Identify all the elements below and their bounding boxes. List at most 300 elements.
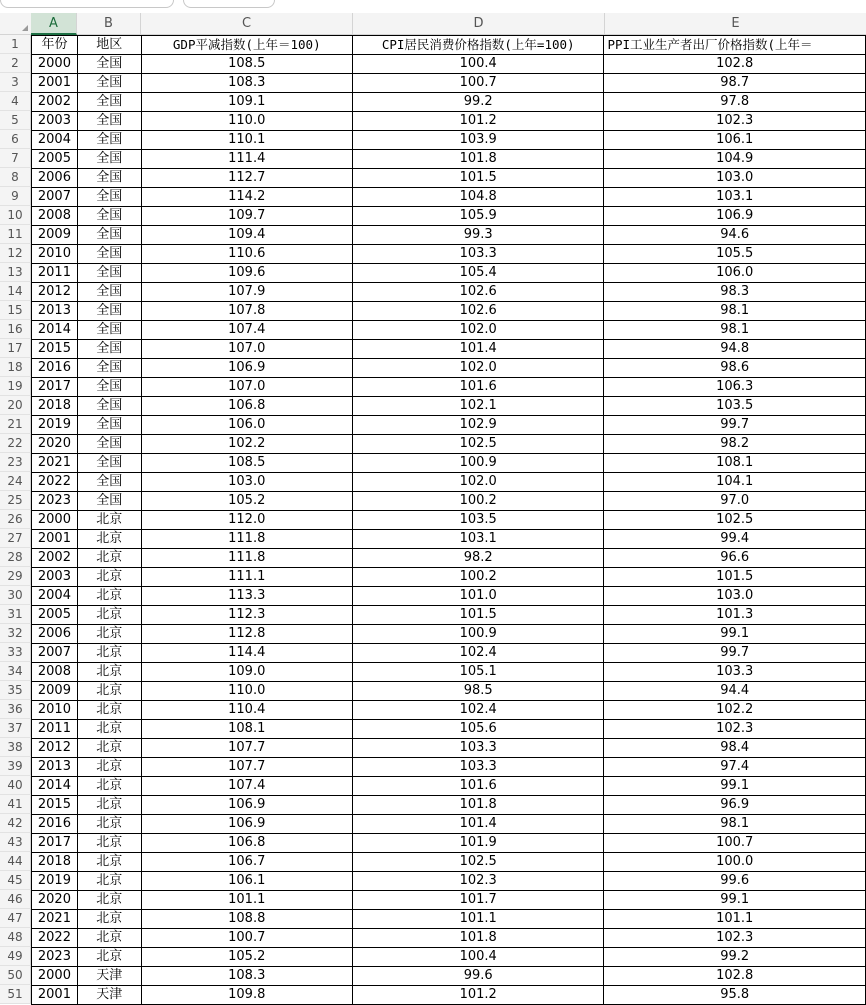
- cell-cpi[interactable]: 102.9: [352, 416, 603, 435]
- cell-year[interactable]: 2015: [32, 796, 78, 815]
- cell-ppi[interactable]: 102.3: [604, 720, 866, 739]
- cell-ppi[interactable]: 100.0: [604, 853, 866, 872]
- cell-ppi[interactable]: 98.2: [604, 435, 866, 454]
- cell-ppi[interactable]: 103.0: [604, 169, 866, 188]
- cell-ppi[interactable]: 98.6: [604, 359, 866, 378]
- cell-gdp[interactable]: 112.0: [141, 511, 352, 530]
- cell-gdp[interactable]: 106.0: [141, 416, 352, 435]
- cell-region[interactable]: 北京: [77, 796, 141, 815]
- cell-region[interactable]: 北京: [77, 625, 141, 644]
- cell-year[interactable]: 2017: [32, 834, 78, 853]
- cell-gdp[interactable]: 111.4: [141, 150, 352, 169]
- cell-ppi[interactable]: 99.7: [604, 644, 866, 663]
- cell-cpi[interactable]: 103.3: [352, 758, 603, 777]
- row-header[interactable]: 49: [0, 947, 31, 966]
- cell-region[interactable]: 全国: [77, 454, 141, 473]
- cell-region[interactable]: 全国: [77, 397, 141, 416]
- row-header[interactable]: 34: [0, 662, 31, 681]
- cell-year[interactable]: 2014: [32, 321, 78, 340]
- cell-cpi[interactable]: 100.9: [352, 625, 603, 644]
- cell-gdp[interactable]: 112.8: [141, 625, 352, 644]
- row-header[interactable]: 26: [0, 510, 31, 529]
- column-header-e[interactable]: E: [605, 13, 866, 34]
- cell-year[interactable]: 2003: [32, 112, 78, 131]
- cell-ppi[interactable]: 101.3: [604, 606, 866, 625]
- row-header[interactable]: 1: [0, 35, 31, 54]
- cell-ppi[interactable]: 99.1: [604, 891, 866, 910]
- cell-region[interactable]: 全国: [77, 207, 141, 226]
- formula-bar-tab-secondary[interactable]: [183, 0, 275, 8]
- cell-region[interactable]: 全国: [77, 321, 141, 340]
- cell-gdp[interactable]: 106.9: [141, 815, 352, 834]
- row-header[interactable]: 50: [0, 966, 31, 985]
- cell-region[interactable]: 全国: [77, 188, 141, 207]
- cell-region[interactable]: 全国: [77, 131, 141, 150]
- cell-ppi[interactable]: 103.0: [604, 587, 866, 606]
- cell-year[interactable]: 2021: [32, 910, 78, 929]
- row-header[interactable]: 28: [0, 548, 31, 567]
- cell-gdp[interactable]: 109.7: [141, 207, 352, 226]
- row-header[interactable]: 33: [0, 643, 31, 662]
- cell-ppi[interactable]: 98.4: [604, 739, 866, 758]
- cell-region[interactable]: 北京: [77, 758, 141, 777]
- cell-year[interactable]: 2000: [32, 511, 78, 530]
- column-header-a[interactable]: A: [31, 13, 77, 35]
- cell-cpi[interactable]: 104.8: [352, 188, 603, 207]
- cell-region[interactable]: 全国: [77, 245, 141, 264]
- cell-gdp[interactable]: 107.4: [141, 777, 352, 796]
- cell-region[interactable]: 北京: [77, 644, 141, 663]
- cell-gdp[interactable]: 102.2: [141, 435, 352, 454]
- cell-year[interactable]: 2001: [32, 986, 78, 1005]
- cell-year[interactable]: 2001: [32, 74, 78, 93]
- cell-year[interactable]: 2019: [32, 872, 78, 891]
- cell-year[interactable]: 2004: [32, 587, 78, 606]
- cell-cpi[interactable]: 105.6: [352, 720, 603, 739]
- cell-ppi[interactable]: 108.1: [604, 454, 866, 473]
- cell-ppi[interactable]: 102.5: [604, 511, 866, 530]
- cell-year[interactable]: 2005: [32, 606, 78, 625]
- cell-gdp[interactable]: 101.1: [141, 891, 352, 910]
- cell-ppi[interactable]: 99.7: [604, 416, 866, 435]
- cell-ppi[interactable]: 96.6: [604, 549, 866, 568]
- cell-cpi[interactable]: 103.3: [352, 739, 603, 758]
- cell-year[interactable]: 2018: [32, 397, 78, 416]
- formula-bar-tab[interactable]: [0, 0, 174, 8]
- cell-ppi[interactable]: 98.7: [604, 74, 866, 93]
- cell-gdp[interactable]: 100.7: [141, 929, 352, 948]
- cell-year[interactable]: 2019: [32, 416, 78, 435]
- cell-cpi[interactable]: 105.1: [352, 663, 603, 682]
- cell-cpi[interactable]: 102.4: [352, 644, 603, 663]
- cell-ppi[interactable]: 104.9: [604, 150, 866, 169]
- cell-ppi[interactable]: 106.0: [604, 264, 866, 283]
- cell-gdp[interactable]: 107.0: [141, 340, 352, 359]
- cell-cpi[interactable]: 102.3: [352, 872, 603, 891]
- cell-gdp[interactable]: 108.5: [141, 55, 352, 74]
- cell-region[interactable]: 北京: [77, 891, 141, 910]
- cell-region[interactable]: 全国: [77, 378, 141, 397]
- cell-ppi[interactable]: 98.3: [604, 283, 866, 302]
- row-header[interactable]: 36: [0, 700, 31, 719]
- cell-region[interactable]: 北京: [77, 568, 141, 587]
- cell-gdp[interactable]: 106.7: [141, 853, 352, 872]
- cell-gdp[interactable]: 108.1: [141, 720, 352, 739]
- cell-year[interactable]: 2009: [32, 226, 78, 245]
- cell-year[interactable]: 2021: [32, 454, 78, 473]
- cell-cpi[interactable]: 100.7: [352, 74, 603, 93]
- cell-ppi[interactable]: 102.3: [604, 929, 866, 948]
- cell-cpi[interactable]: 103.5: [352, 511, 603, 530]
- cell-year[interactable]: 2005: [32, 150, 78, 169]
- row-header[interactable]: 38: [0, 738, 31, 757]
- cell-ppi[interactable]: 94.8: [604, 340, 866, 359]
- row-header[interactable]: 31: [0, 605, 31, 624]
- cell-year[interactable]: 2022: [32, 929, 78, 948]
- cell-ppi[interactable]: 99.1: [604, 625, 866, 644]
- cell-region[interactable]: 北京: [77, 530, 141, 549]
- cell-region[interactable]: 北京: [77, 587, 141, 606]
- cell-cpi[interactable]: 103.1: [352, 530, 603, 549]
- cell-gdp[interactable]: 111.1: [141, 568, 352, 587]
- cell-region[interactable]: 全国: [77, 264, 141, 283]
- cell-region[interactable]: 全国: [77, 435, 141, 454]
- cell-cpi[interactable]: 100.4: [352, 55, 603, 74]
- cell-gdp[interactable]: 107.7: [141, 758, 352, 777]
- cell-year[interactable]: 2010: [32, 245, 78, 264]
- cell-year[interactable]: 2018: [32, 853, 78, 872]
- cell-cpi[interactable]: 101.0: [352, 587, 603, 606]
- row-header[interactable]: 47: [0, 909, 31, 928]
- cell-region[interactable]: 北京: [77, 929, 141, 948]
- cell-cpi[interactable]: 103.9: [352, 131, 603, 150]
- cell-cpi[interactable]: 101.9: [352, 834, 603, 853]
- cell-region[interactable]: 全国: [77, 492, 141, 511]
- cell-cpi[interactable]: 98.5: [352, 682, 603, 701]
- cell-cpi[interactable]: 100.9: [352, 454, 603, 473]
- cell-year[interactable]: 2022: [32, 473, 78, 492]
- row-header[interactable]: 17: [0, 339, 31, 358]
- cell-region[interactable]: 全国: [77, 74, 141, 93]
- row-header[interactable]: 14: [0, 282, 31, 301]
- cell-gdp[interactable]: 106.9: [141, 359, 352, 378]
- column-header-d[interactable]: D: [353, 13, 605, 34]
- cell-cpi[interactable]: 103.3: [352, 245, 603, 264]
- cell-cpi[interactable]: 101.1: [352, 910, 603, 929]
- row-header[interactable]: 21: [0, 415, 31, 434]
- cell-cpi[interactable]: 99.2: [352, 93, 603, 112]
- row-header[interactable]: 10: [0, 206, 31, 225]
- row-header[interactable]: 11: [0, 225, 31, 244]
- cell-year[interactable]: 2008: [32, 663, 78, 682]
- cell-cpi[interactable]: 101.4: [352, 340, 603, 359]
- cell-ppi[interactable]: 96.9: [604, 796, 866, 815]
- cell-year[interactable]: 2001: [32, 530, 78, 549]
- cell-year[interactable]: 2020: [32, 435, 78, 454]
- column-header-b[interactable]: B: [77, 13, 141, 34]
- cell-region[interactable]: 北京: [77, 606, 141, 625]
- cell-year[interactable]: 2004: [32, 131, 78, 150]
- cell-region[interactable]: 北京: [77, 948, 141, 967]
- cell-cpi[interactable]: 102.5: [352, 435, 603, 454]
- cell-gdp[interactable]: 107.4: [141, 321, 352, 340]
- cell-region[interactable]: 北京: [77, 720, 141, 739]
- cell-region[interactable]: 全国: [77, 340, 141, 359]
- row-header[interactable]: 9: [0, 187, 31, 206]
- row-header[interactable]: 32: [0, 624, 31, 643]
- cell-ppi[interactable]: 102.2: [604, 701, 866, 720]
- cell-gdp[interactable]: 106.9: [141, 796, 352, 815]
- cell-year[interactable]: 2003: [32, 568, 78, 587]
- cell-ppi[interactable]: 97.4: [604, 758, 866, 777]
- cell-year[interactable]: 2013: [32, 302, 78, 321]
- cell-year[interactable]: 2006: [32, 169, 78, 188]
- cell-year[interactable]: 2014: [32, 777, 78, 796]
- cell-cpi[interactable]: 102.5: [352, 853, 603, 872]
- cell-ppi[interactable]: 99.4: [604, 530, 866, 549]
- cell-year[interactable]: 2011: [32, 720, 78, 739]
- cell-cpi[interactable]: 100.4: [352, 948, 603, 967]
- row-header[interactable]: 37: [0, 719, 31, 738]
- cell-cpi[interactable]: 101.8: [352, 929, 603, 948]
- cell-cpi[interactable]: 98.2: [352, 549, 603, 568]
- cell-gdp[interactable]: 110.1: [141, 131, 352, 150]
- select-all-corner[interactable]: [0, 13, 32, 34]
- cell-year[interactable]: 2011: [32, 264, 78, 283]
- cell-gdp[interactable]: 112.3: [141, 606, 352, 625]
- cell-cpi[interactable]: 101.8: [352, 796, 603, 815]
- cell-region[interactable]: 北京: [77, 682, 141, 701]
- cell-year[interactable]: 2000: [32, 967, 78, 986]
- cell-header-region[interactable]: 地区: [77, 36, 141, 55]
- row-header[interactable]: 13: [0, 263, 31, 282]
- cell-year[interactable]: 2016: [32, 815, 78, 834]
- row-header[interactable]: 51: [0, 985, 31, 1004]
- cell-ppi[interactable]: 99.6: [604, 872, 866, 891]
- row-header[interactable]: 39: [0, 757, 31, 776]
- row-header[interactable]: 30: [0, 586, 31, 605]
- row-header[interactable]: 27: [0, 529, 31, 548]
- cell-ppi[interactable]: 102.3: [604, 112, 866, 131]
- cell-gdp[interactable]: 113.3: [141, 587, 352, 606]
- row-header[interactable]: 48: [0, 928, 31, 947]
- cell-year[interactable]: 2006: [32, 625, 78, 644]
- cell-region[interactable]: 北京: [77, 834, 141, 853]
- cell-cpi[interactable]: 100.2: [352, 568, 603, 587]
- cell-ppi[interactable]: 106.9: [604, 207, 866, 226]
- cell-gdp[interactable]: 103.0: [141, 473, 352, 492]
- cell-gdp[interactable]: 109.0: [141, 663, 352, 682]
- row-header[interactable]: 12: [0, 244, 31, 263]
- row-header[interactable]: 2: [0, 54, 31, 73]
- row-header[interactable]: 41: [0, 795, 31, 814]
- cell-gdp[interactable]: 107.0: [141, 378, 352, 397]
- cell-region[interactable]: 全国: [77, 93, 141, 112]
- cell-gdp[interactable]: 110.0: [141, 112, 352, 131]
- cell-gdp[interactable]: 114.2: [141, 188, 352, 207]
- cell-region[interactable]: 北京: [77, 815, 141, 834]
- cell-cpi[interactable]: 102.0: [352, 359, 603, 378]
- cell-cpi[interactable]: 102.4: [352, 701, 603, 720]
- cell-cpi[interactable]: 102.0: [352, 473, 603, 492]
- cell-region[interactable]: 全国: [77, 150, 141, 169]
- cell-cpi[interactable]: 101.7: [352, 891, 603, 910]
- cell-region[interactable]: 北京: [77, 910, 141, 929]
- cell-region[interactable]: 全国: [77, 112, 141, 131]
- row-header[interactable]: 35: [0, 681, 31, 700]
- row-header[interactable]: 7: [0, 149, 31, 168]
- row-header[interactable]: 6: [0, 130, 31, 149]
- cell-cpi[interactable]: 101.8: [352, 150, 603, 169]
- cell-ppi[interactable]: 98.1: [604, 302, 866, 321]
- cell-gdp[interactable]: 108.5: [141, 454, 352, 473]
- cell-gdp[interactable]: 109.4: [141, 226, 352, 245]
- cell-region[interactable]: 北京: [77, 853, 141, 872]
- cell-ppi[interactable]: 98.1: [604, 321, 866, 340]
- cell-region[interactable]: 北京: [77, 663, 141, 682]
- cell-ppi[interactable]: 101.1: [604, 910, 866, 929]
- cell-region[interactable]: 全国: [77, 416, 141, 435]
- cell-ppi[interactable]: 102.8: [604, 967, 866, 986]
- cell-cpi[interactable]: 99.6: [352, 967, 603, 986]
- cell-year[interactable]: 2023: [32, 948, 78, 967]
- cell-cpi[interactable]: 105.4: [352, 264, 603, 283]
- cell-header-gdp[interactable]: GDP平减指数(上年＝100): [141, 36, 352, 55]
- row-header[interactable]: 8: [0, 168, 31, 187]
- cell-ppi[interactable]: 104.1: [604, 473, 866, 492]
- cell-cpi[interactable]: 99.3: [352, 226, 603, 245]
- row-header[interactable]: 15: [0, 301, 31, 320]
- cell-gdp[interactable]: 109.8: [141, 986, 352, 1005]
- cell-gdp[interactable]: 110.4: [141, 701, 352, 720]
- cell-ppi[interactable]: 99.1: [604, 777, 866, 796]
- cell-ppi[interactable]: 102.8: [604, 55, 866, 74]
- cell-region[interactable]: 全国: [77, 169, 141, 188]
- row-header[interactable]: 44: [0, 852, 31, 871]
- cell-cpi[interactable]: 101.2: [352, 112, 603, 131]
- cell-ppi[interactable]: 97.0: [604, 492, 866, 511]
- cell-cpi[interactable]: 102.1: [352, 397, 603, 416]
- row-header[interactable]: 45: [0, 871, 31, 890]
- cell-year[interactable]: 2015: [32, 340, 78, 359]
- cell-cpi[interactable]: 101.2: [352, 986, 603, 1005]
- cell-region[interactable]: 全国: [77, 55, 141, 74]
- row-header[interactable]: 18: [0, 358, 31, 377]
- row-header[interactable]: 24: [0, 472, 31, 491]
- cell-region[interactable]: 北京: [77, 511, 141, 530]
- cell-ppi[interactable]: 98.1: [604, 815, 866, 834]
- cell-ppi[interactable]: 103.1: [604, 188, 866, 207]
- cell-region[interactable]: 北京: [77, 872, 141, 891]
- cell-cpi[interactable]: 101.6: [352, 777, 603, 796]
- cell-year[interactable]: 2016: [32, 359, 78, 378]
- cell-year[interactable]: 2007: [32, 188, 78, 207]
- cell-year[interactable]: 2009: [32, 682, 78, 701]
- cell-header-ppi[interactable]: PPI工业生产者出厂价格指数(上年＝: [604, 36, 866, 55]
- row-header[interactable]: 3: [0, 73, 31, 92]
- cell-year[interactable]: 2008: [32, 207, 78, 226]
- cell-year[interactable]: 2012: [32, 283, 78, 302]
- cell-cpi[interactable]: 101.6: [352, 378, 603, 397]
- row-header[interactable]: 5: [0, 111, 31, 130]
- row-header[interactable]: 42: [0, 814, 31, 833]
- row-header[interactable]: 22: [0, 434, 31, 453]
- cell-year[interactable]: 2002: [32, 93, 78, 112]
- cell-ppi[interactable]: 94.6: [604, 226, 866, 245]
- row-header[interactable]: 40: [0, 776, 31, 795]
- cell-year[interactable]: 2002: [32, 549, 78, 568]
- cell-gdp[interactable]: 105.2: [141, 948, 352, 967]
- cell-ppi[interactable]: 106.3: [604, 378, 866, 397]
- cell-ppi[interactable]: 103.5: [604, 397, 866, 416]
- cell-region[interactable]: 天津: [77, 967, 141, 986]
- cell-year[interactable]: 2007: [32, 644, 78, 663]
- cell-region[interactable]: 北京: [77, 701, 141, 720]
- cell-ppi[interactable]: 103.3: [604, 663, 866, 682]
- cell-cpi[interactable]: 101.5: [352, 169, 603, 188]
- row-header[interactable]: 19: [0, 377, 31, 396]
- cell-gdp[interactable]: 109.6: [141, 264, 352, 283]
- cell-header-year[interactable]: 年份: [32, 36, 78, 55]
- cell-gdp[interactable]: 108.8: [141, 910, 352, 929]
- cell-cpi[interactable]: 102.0: [352, 321, 603, 340]
- cell-region[interactable]: 北京: [77, 777, 141, 796]
- cell-year[interactable]: 2013: [32, 758, 78, 777]
- column-header-c[interactable]: C: [141, 13, 353, 34]
- cell-gdp[interactable]: 110.0: [141, 682, 352, 701]
- cell-cpi[interactable]: 102.6: [352, 283, 603, 302]
- cell-cpi[interactable]: 101.4: [352, 815, 603, 834]
- row-header[interactable]: 29: [0, 567, 31, 586]
- cell-gdp[interactable]: 106.8: [141, 397, 352, 416]
- cell-cpi[interactable]: 100.2: [352, 492, 603, 511]
- cell-gdp[interactable]: 107.9: [141, 283, 352, 302]
- cell-gdp[interactable]: 111.8: [141, 549, 352, 568]
- row-header[interactable]: 20: [0, 396, 31, 415]
- row-header[interactable]: 25: [0, 491, 31, 510]
- cell-year[interactable]: 2017: [32, 378, 78, 397]
- cell-region[interactable]: 北京: [77, 739, 141, 758]
- cell-year[interactable]: 2010: [32, 701, 78, 720]
- cell-year[interactable]: 2020: [32, 891, 78, 910]
- cell-cpi[interactable]: 105.9: [352, 207, 603, 226]
- cell-ppi[interactable]: 101.5: [604, 568, 866, 587]
- cell-gdp[interactable]: 112.7: [141, 169, 352, 188]
- cell-cpi[interactable]: 102.6: [352, 302, 603, 321]
- cell-header-cpi[interactable]: CPI居民消费价格指数(上年=100): [352, 36, 603, 55]
- cell-gdp[interactable]: 110.6: [141, 245, 352, 264]
- cell-region[interactable]: 全国: [77, 473, 141, 492]
- row-header[interactable]: 16: [0, 320, 31, 339]
- cell-gdp[interactable]: 109.1: [141, 93, 352, 112]
- cell-region[interactable]: 全国: [77, 302, 141, 321]
- cell-ppi[interactable]: 106.1: [604, 131, 866, 150]
- row-header[interactable]: 46: [0, 890, 31, 909]
- cell-gdp[interactable]: 107.8: [141, 302, 352, 321]
- cell-gdp[interactable]: 111.8: [141, 530, 352, 549]
- cell-ppi[interactable]: 100.7: [604, 834, 866, 853]
- cell-gdp[interactable]: 108.3: [141, 74, 352, 93]
- cell-gdp[interactable]: 108.3: [141, 967, 352, 986]
- cell-gdp[interactable]: 114.4: [141, 644, 352, 663]
- cell-ppi[interactable]: 95.8: [604, 986, 866, 1005]
- cell-cpi[interactable]: 101.5: [352, 606, 603, 625]
- cell-region[interactable]: 全国: [77, 226, 141, 245]
- row-header[interactable]: 43: [0, 833, 31, 852]
- cell-gdp[interactable]: 106.1: [141, 872, 352, 891]
- cell-region[interactable]: 全国: [77, 283, 141, 302]
- row-header[interactable]: 23: [0, 453, 31, 472]
